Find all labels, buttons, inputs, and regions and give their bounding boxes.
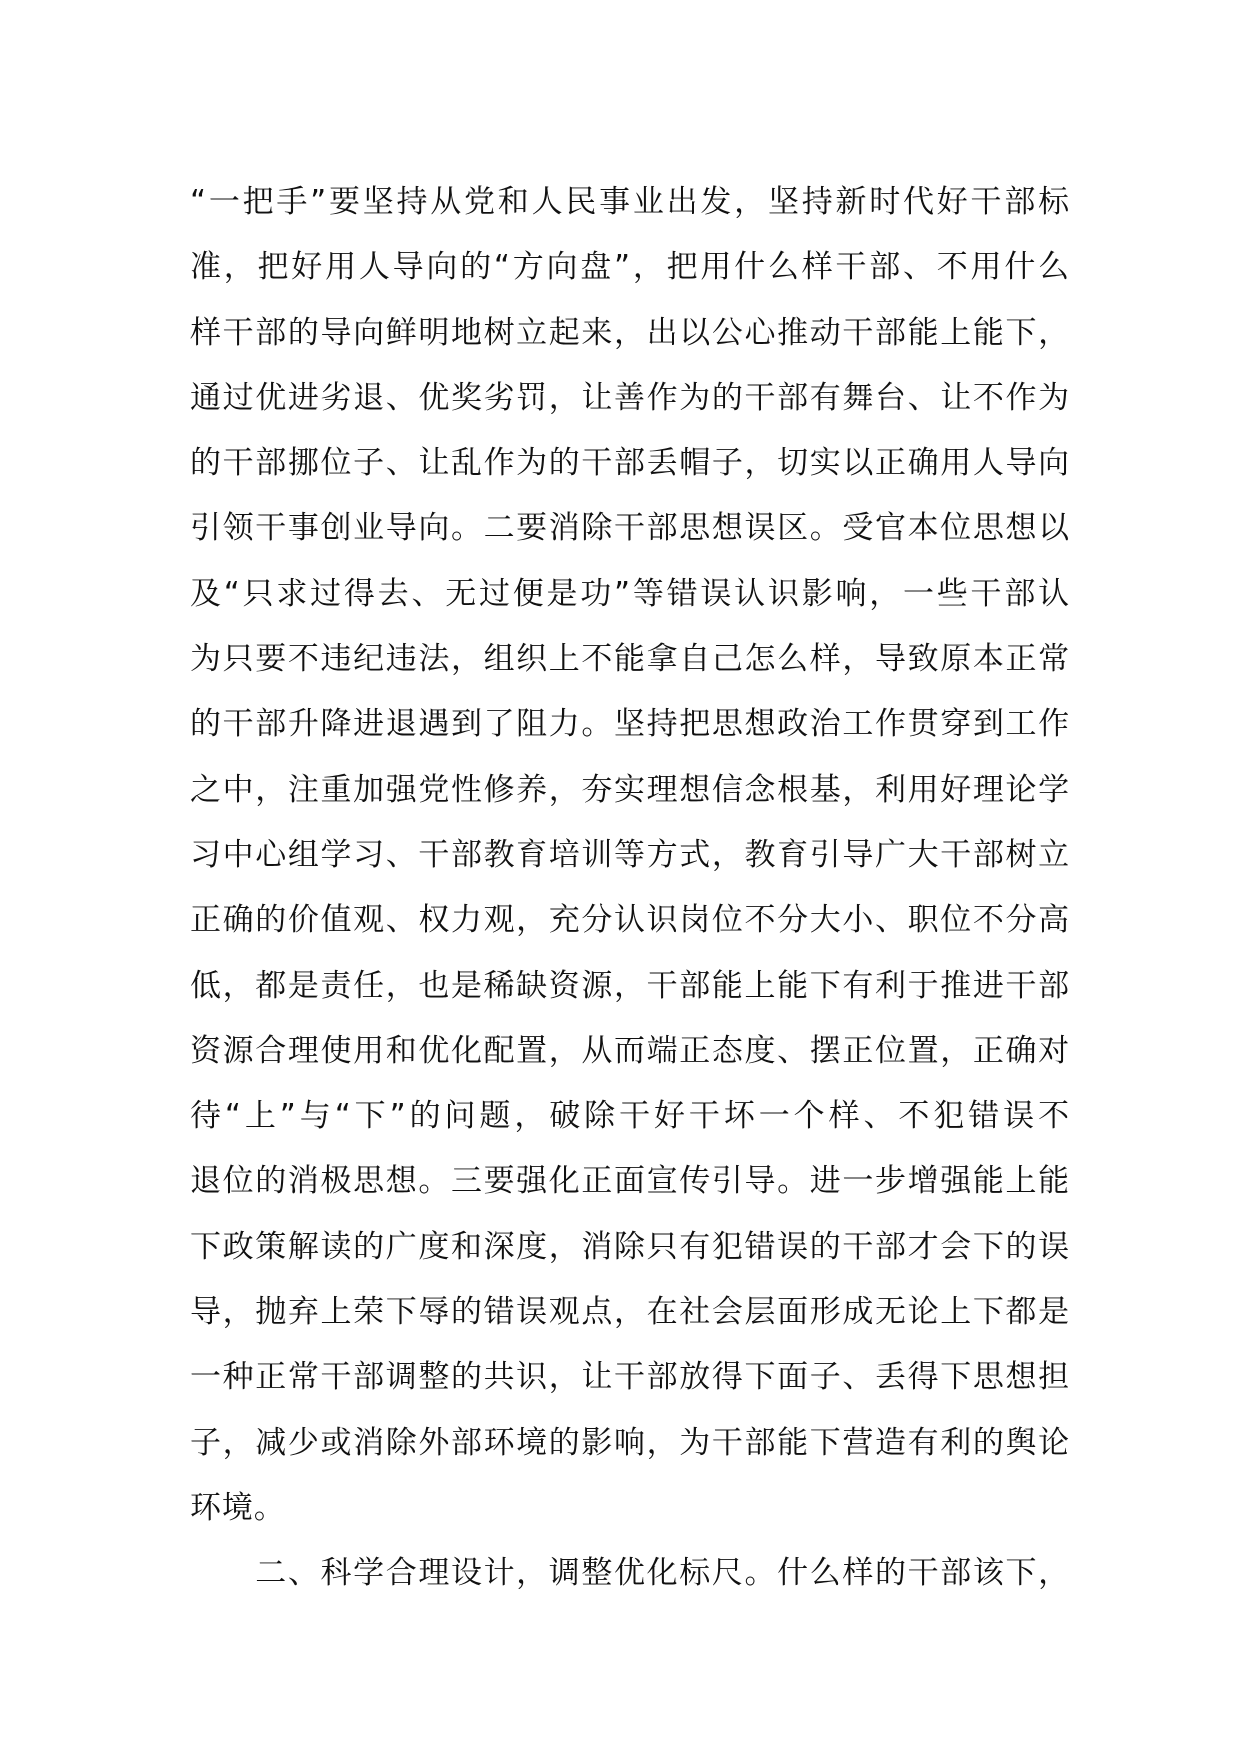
text-line: 样干部的导向鲜明地树立起来，出以公心推动干部能上能下， <box>190 314 1070 351</box>
text-line: 低，都是责任，也是稀缺资源，干部能上能下有利于推进干部 <box>190 967 1070 1004</box>
text-line: 为只要不违纪违法，组织上不能拿自己怎么样，导致原本正常 <box>190 641 1070 678</box>
text-line: 导，抛弃上荣下辱的错误观点，在社会层面形成无论上下都是 <box>190 1294 1070 1331</box>
text-line: 习中心组学习、干部教育培训等方式，教育引导广大干部树立 <box>190 836 1070 873</box>
text-line: 待“上”与“下”的问题，破除干好干坏一个样、不犯错误不 <box>190 1098 1070 1135</box>
text-line: 准，把好用人导向的“方向盘”，把用什么样干部、不用什么 <box>190 249 1070 286</box>
text-line: 一种正常干部调整的共识，让干部放得下面子、丢得下思想担 <box>190 1359 1070 1396</box>
text-line: “一把手”要坚持从党和人民事业出发，坚持新时代好干部标 <box>190 184 1070 220</box>
text-line: 之中，注重加强党性修养，夯实理想信念根基，利用好理论学 <box>190 771 1070 808</box>
text-line: 引领干事创业导向。二要消除干部思想误区。受官本位思想以 <box>190 510 1070 547</box>
text-line: 环境。 <box>190 1489 286 1526</box>
text-line: 的干部升降进退遇到了阻力。坚持把思想政治工作贯穿到工作 <box>190 706 1070 743</box>
body-text <box>190 170 1070 1607</box>
text-line: 子，减少或消除外部环境的影响，为干部能下营造有利的舆论 <box>190 1424 1070 1461</box>
text-line: 通过优进劣退、优奖劣罚，让善作为的干部有舞台、让不作为 <box>190 379 1070 416</box>
text-line: 下政策解读的广度和深度，消除只有犯错误的干部才会下的误 <box>190 1228 1070 1265</box>
section-heading-line: 二、科学合理设计，调整优化标尺。什么样的干部该下， <box>190 1555 1070 1592</box>
text-line: 的干部挪位子、让乱作为的干部丢帽子，切实以正确用人导向 <box>190 445 1070 482</box>
text-line: 退位的消极思想。三要强化正面宣传引导。进一步增强能上能 <box>190 1163 1070 1200</box>
text-line: 正确的价值观、权力观，充分认识岗位不分大小、职位不分高 <box>190 902 1070 939</box>
text-line: 及“只求过得去、无过便是功”等错误认识影响，一些干部认 <box>190 575 1070 612</box>
text-line: 资源合理使用和优化配置，从而端正态度、摆正位置，正确对 <box>190 1032 1070 1069</box>
